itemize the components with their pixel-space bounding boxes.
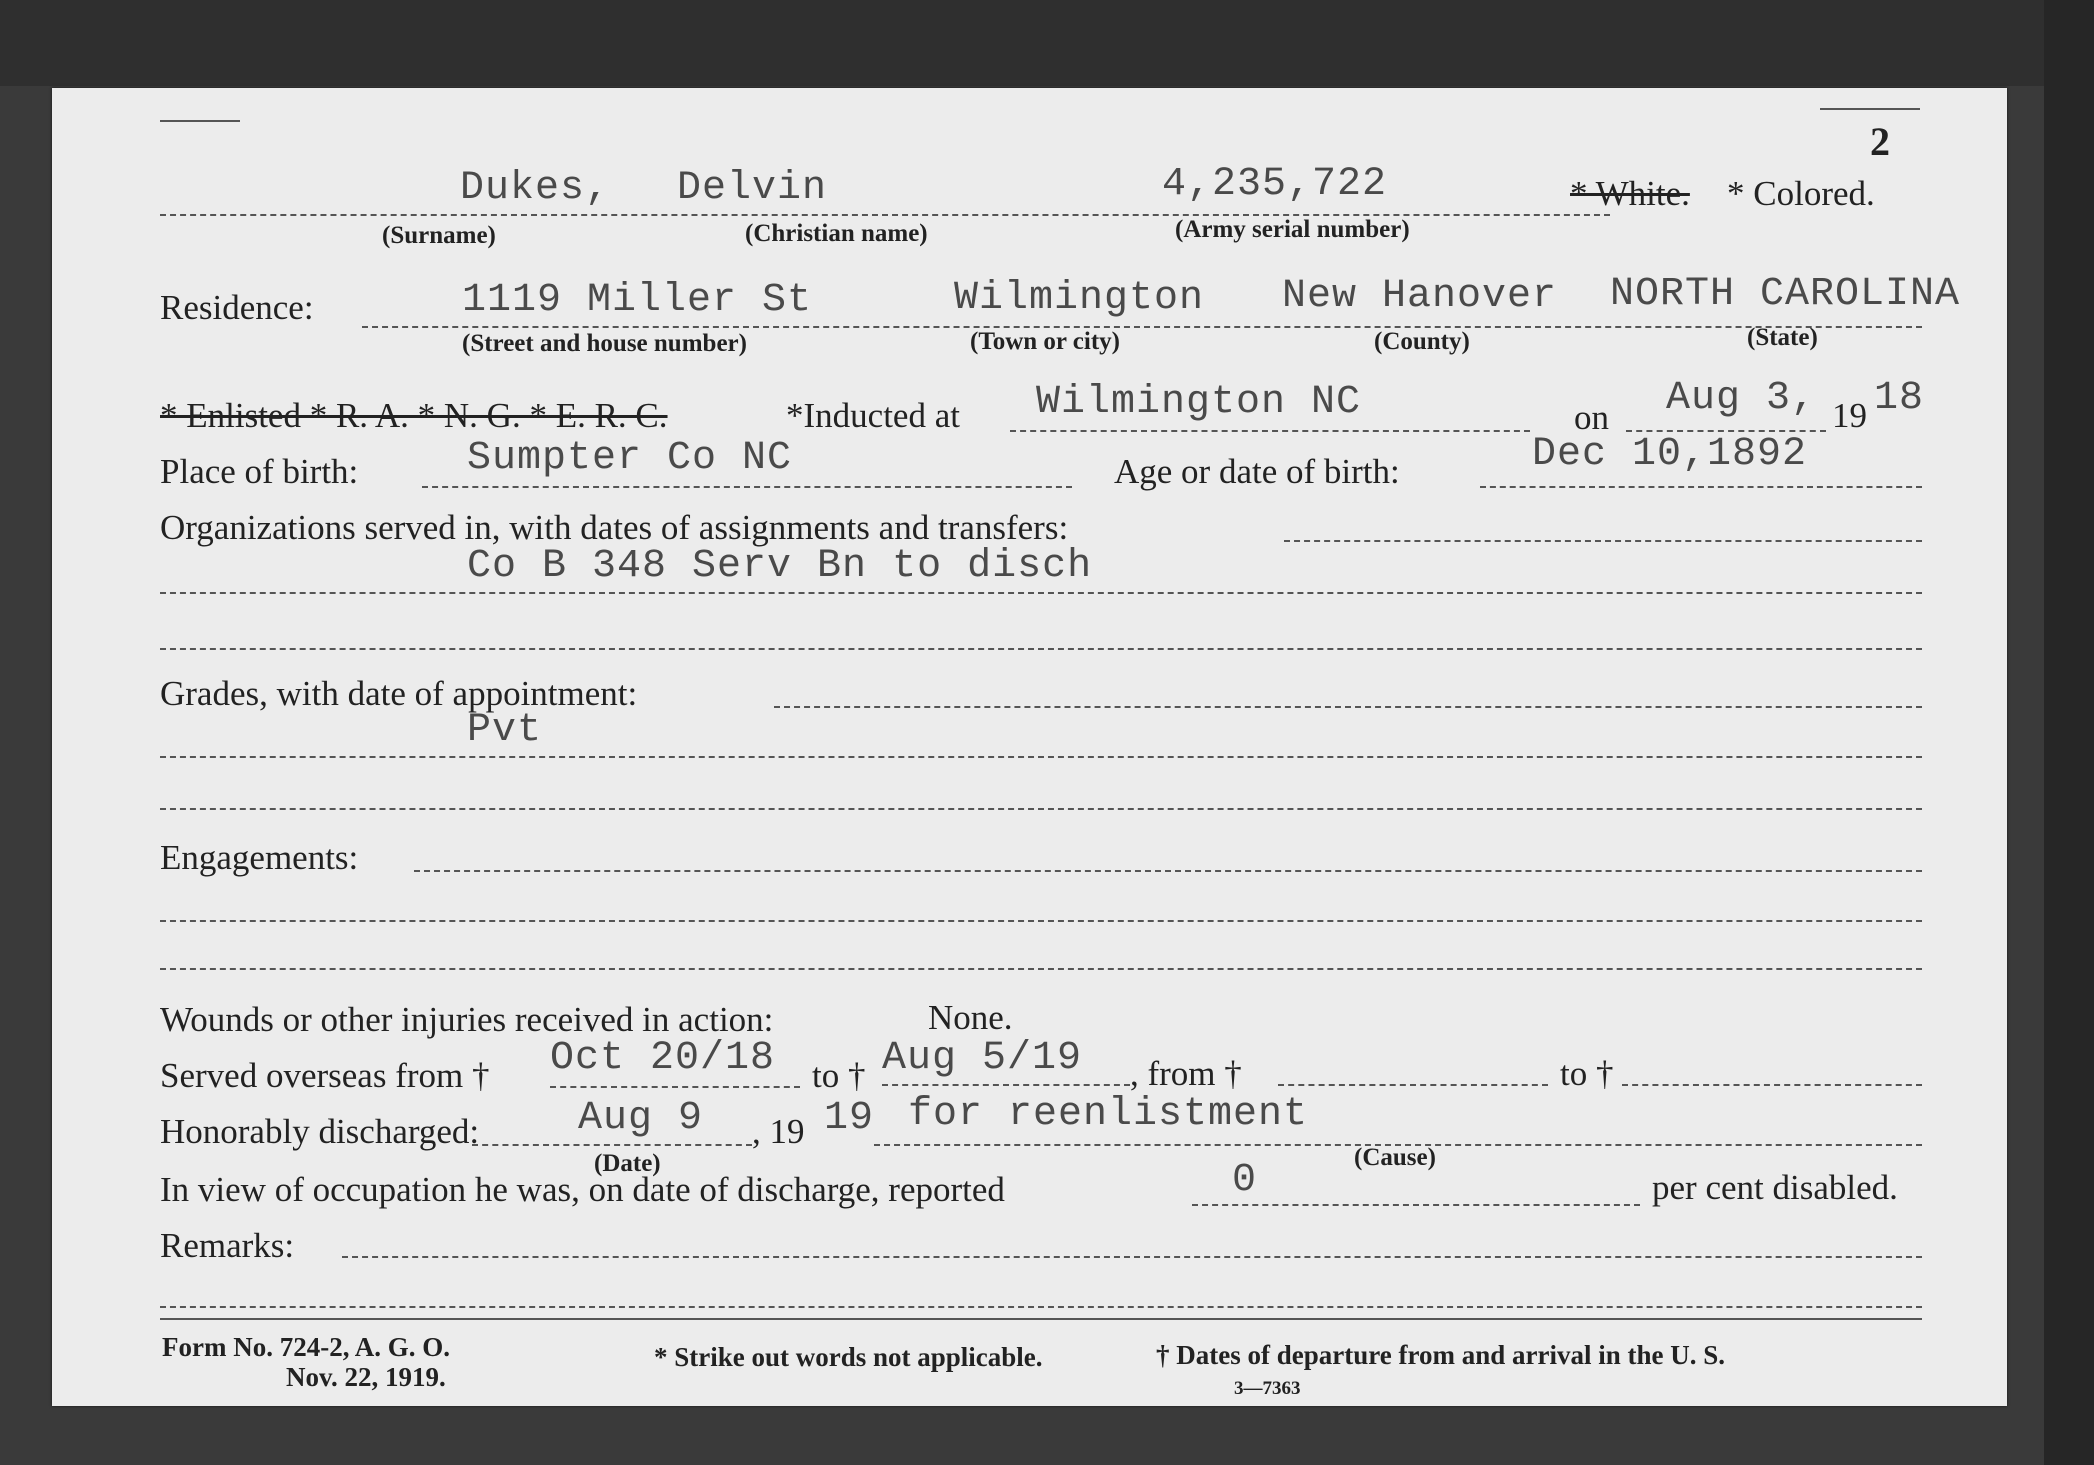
disabled-value: 0 bbox=[1232, 1158, 1258, 1203]
inducted-place-value: Wilmington NC bbox=[1036, 380, 1362, 425]
inducted-year-suffix: 18 bbox=[1874, 376, 1925, 421]
discharge-cause-value: for reenlistment bbox=[908, 1092, 1309, 1137]
footnote-strike-out: * Strike out words not applicable. bbox=[654, 1342, 1043, 1372]
residence-line bbox=[362, 326, 1922, 328]
serial-number-value: 4,235,722 bbox=[1162, 162, 1388, 207]
inducted-place-line bbox=[1010, 430, 1530, 432]
discharged-year-prefix: , 19 bbox=[752, 1112, 805, 1151]
birth-place-line bbox=[422, 486, 1072, 488]
form-date: Nov. 22, 1919. bbox=[286, 1362, 446, 1392]
discharged-date-line bbox=[472, 1144, 752, 1146]
organizations-line-2 bbox=[160, 592, 1922, 594]
organizations-line-3 bbox=[160, 648, 1922, 650]
state-value: NORTH CAROLINA bbox=[1610, 272, 1961, 317]
overseas-to-value: Aug 5/19 bbox=[882, 1036, 1083, 1081]
engagements-line-1 bbox=[414, 870, 1922, 872]
organizations-label: Organizations served in, with dates of assignments and transfers: bbox=[160, 508, 1069, 547]
overseas-to-line bbox=[882, 1084, 1130, 1086]
scan-background-top bbox=[0, 0, 2094, 86]
race-colored-label: * Colored. bbox=[1727, 174, 1875, 213]
caption-surname: (Surname) bbox=[382, 222, 496, 249]
engagements-line-3 bbox=[160, 968, 1922, 970]
caption-town: (Town or city) bbox=[970, 328, 1120, 355]
surname-value: Dukes, bbox=[460, 166, 611, 211]
age-label: Age or date of birth: bbox=[1114, 452, 1400, 491]
residence-label: Residence: bbox=[160, 288, 314, 327]
caption-state: (State) bbox=[1747, 324, 1818, 351]
discharged-date-value: Aug 9 bbox=[578, 1096, 704, 1141]
service-record-card bbox=[52, 88, 2007, 1406]
wounds-label: Wounds or other injuries received in action: bbox=[160, 1000, 774, 1039]
overseas-to-label: to † bbox=[812, 1056, 866, 1095]
birth-date-line bbox=[1480, 486, 1922, 488]
grade-value: Pvt bbox=[467, 708, 543, 753]
caption-serial-number: (Army serial number) bbox=[1175, 216, 1410, 243]
grades-line-3 bbox=[160, 808, 1922, 810]
birth-place-label: Place of birth: bbox=[160, 452, 359, 491]
county-value: New Hanover bbox=[1282, 274, 1558, 319]
caption-county: (County) bbox=[1374, 328, 1470, 355]
birth-place-value: Sumpter Co NC bbox=[467, 436, 793, 481]
overseas-to2-line bbox=[1622, 1084, 1922, 1086]
inducted-year-prefix: 19 bbox=[1832, 396, 1867, 435]
remarks-line-1 bbox=[342, 1256, 1922, 1258]
overseas-from2-label: , from † bbox=[1130, 1054, 1242, 1093]
caption-cause: (Cause) bbox=[1354, 1144, 1436, 1171]
inducted-at-label: *Inducted at bbox=[786, 396, 960, 435]
print-code: 3—7363 bbox=[1234, 1378, 1301, 1399]
scan-background-right bbox=[2044, 0, 2094, 1465]
grades-line-2 bbox=[160, 756, 1922, 758]
overseas-from-value: Oct 20/18 bbox=[550, 1036, 776, 1081]
organizations-line-1 bbox=[1284, 540, 1922, 542]
grades-label: Grades, with date of appointment: bbox=[160, 674, 638, 713]
birth-date-value: Dec 10,1892 bbox=[1532, 432, 1808, 477]
street-value: 1119 Miller St bbox=[462, 278, 813, 323]
page-number: 2 bbox=[1870, 119, 1890, 164]
overseas-from-line bbox=[550, 1086, 800, 1088]
overseas-from2-line bbox=[1278, 1084, 1548, 1086]
footnote-dates: † Dates of departure from and arrival in the U. S. bbox=[1156, 1340, 1725, 1370]
discharged-year-suffix: 19 bbox=[824, 1096, 875, 1141]
footer-rule bbox=[160, 1318, 1922, 1320]
engagements-line-2 bbox=[160, 920, 1922, 922]
inducted-date-value: Aug 3, bbox=[1666, 376, 1817, 421]
engagements-label: Engagements: bbox=[160, 838, 359, 877]
caption-date: (Date) bbox=[594, 1150, 661, 1177]
organizations-value: Co B 348 Serv Bn to disch bbox=[467, 544, 1093, 589]
overseas-to2-label: to † bbox=[1560, 1054, 1614, 1093]
discharged-label: Honorably discharged: bbox=[160, 1112, 480, 1151]
top-left-rule bbox=[160, 120, 240, 122]
top-right-rule bbox=[1820, 108, 1920, 110]
christian-name-value: Delvin bbox=[677, 166, 828, 211]
caption-street: (Street and house number) bbox=[462, 330, 747, 357]
town-value: Wilmington bbox=[954, 276, 1205, 321]
enlisted-options-struck: * Enlisted * R. A. * N. G. * E. R. C. bbox=[160, 396, 668, 435]
form-number: Form No. 724-2, A. G. O. bbox=[162, 1332, 450, 1362]
race-white-struck: * White. bbox=[1570, 174, 1690, 213]
caption-christian-name: (Christian name) bbox=[745, 220, 928, 247]
wounds-value: None. bbox=[928, 998, 1013, 1037]
on-label: on bbox=[1574, 398, 1609, 437]
disabled-line bbox=[1192, 1204, 1640, 1206]
remarks-label: Remarks: bbox=[160, 1226, 295, 1265]
grades-line-1 bbox=[774, 706, 1922, 708]
remarks-line-2 bbox=[160, 1306, 1922, 1308]
overseas-from-label: Served overseas from † bbox=[160, 1056, 490, 1095]
occupation-label: In view of occupation he was, on date of discharge, reported bbox=[160, 1170, 1005, 1209]
disabled-suffix: per cent disabled. bbox=[1652, 1168, 1898, 1207]
